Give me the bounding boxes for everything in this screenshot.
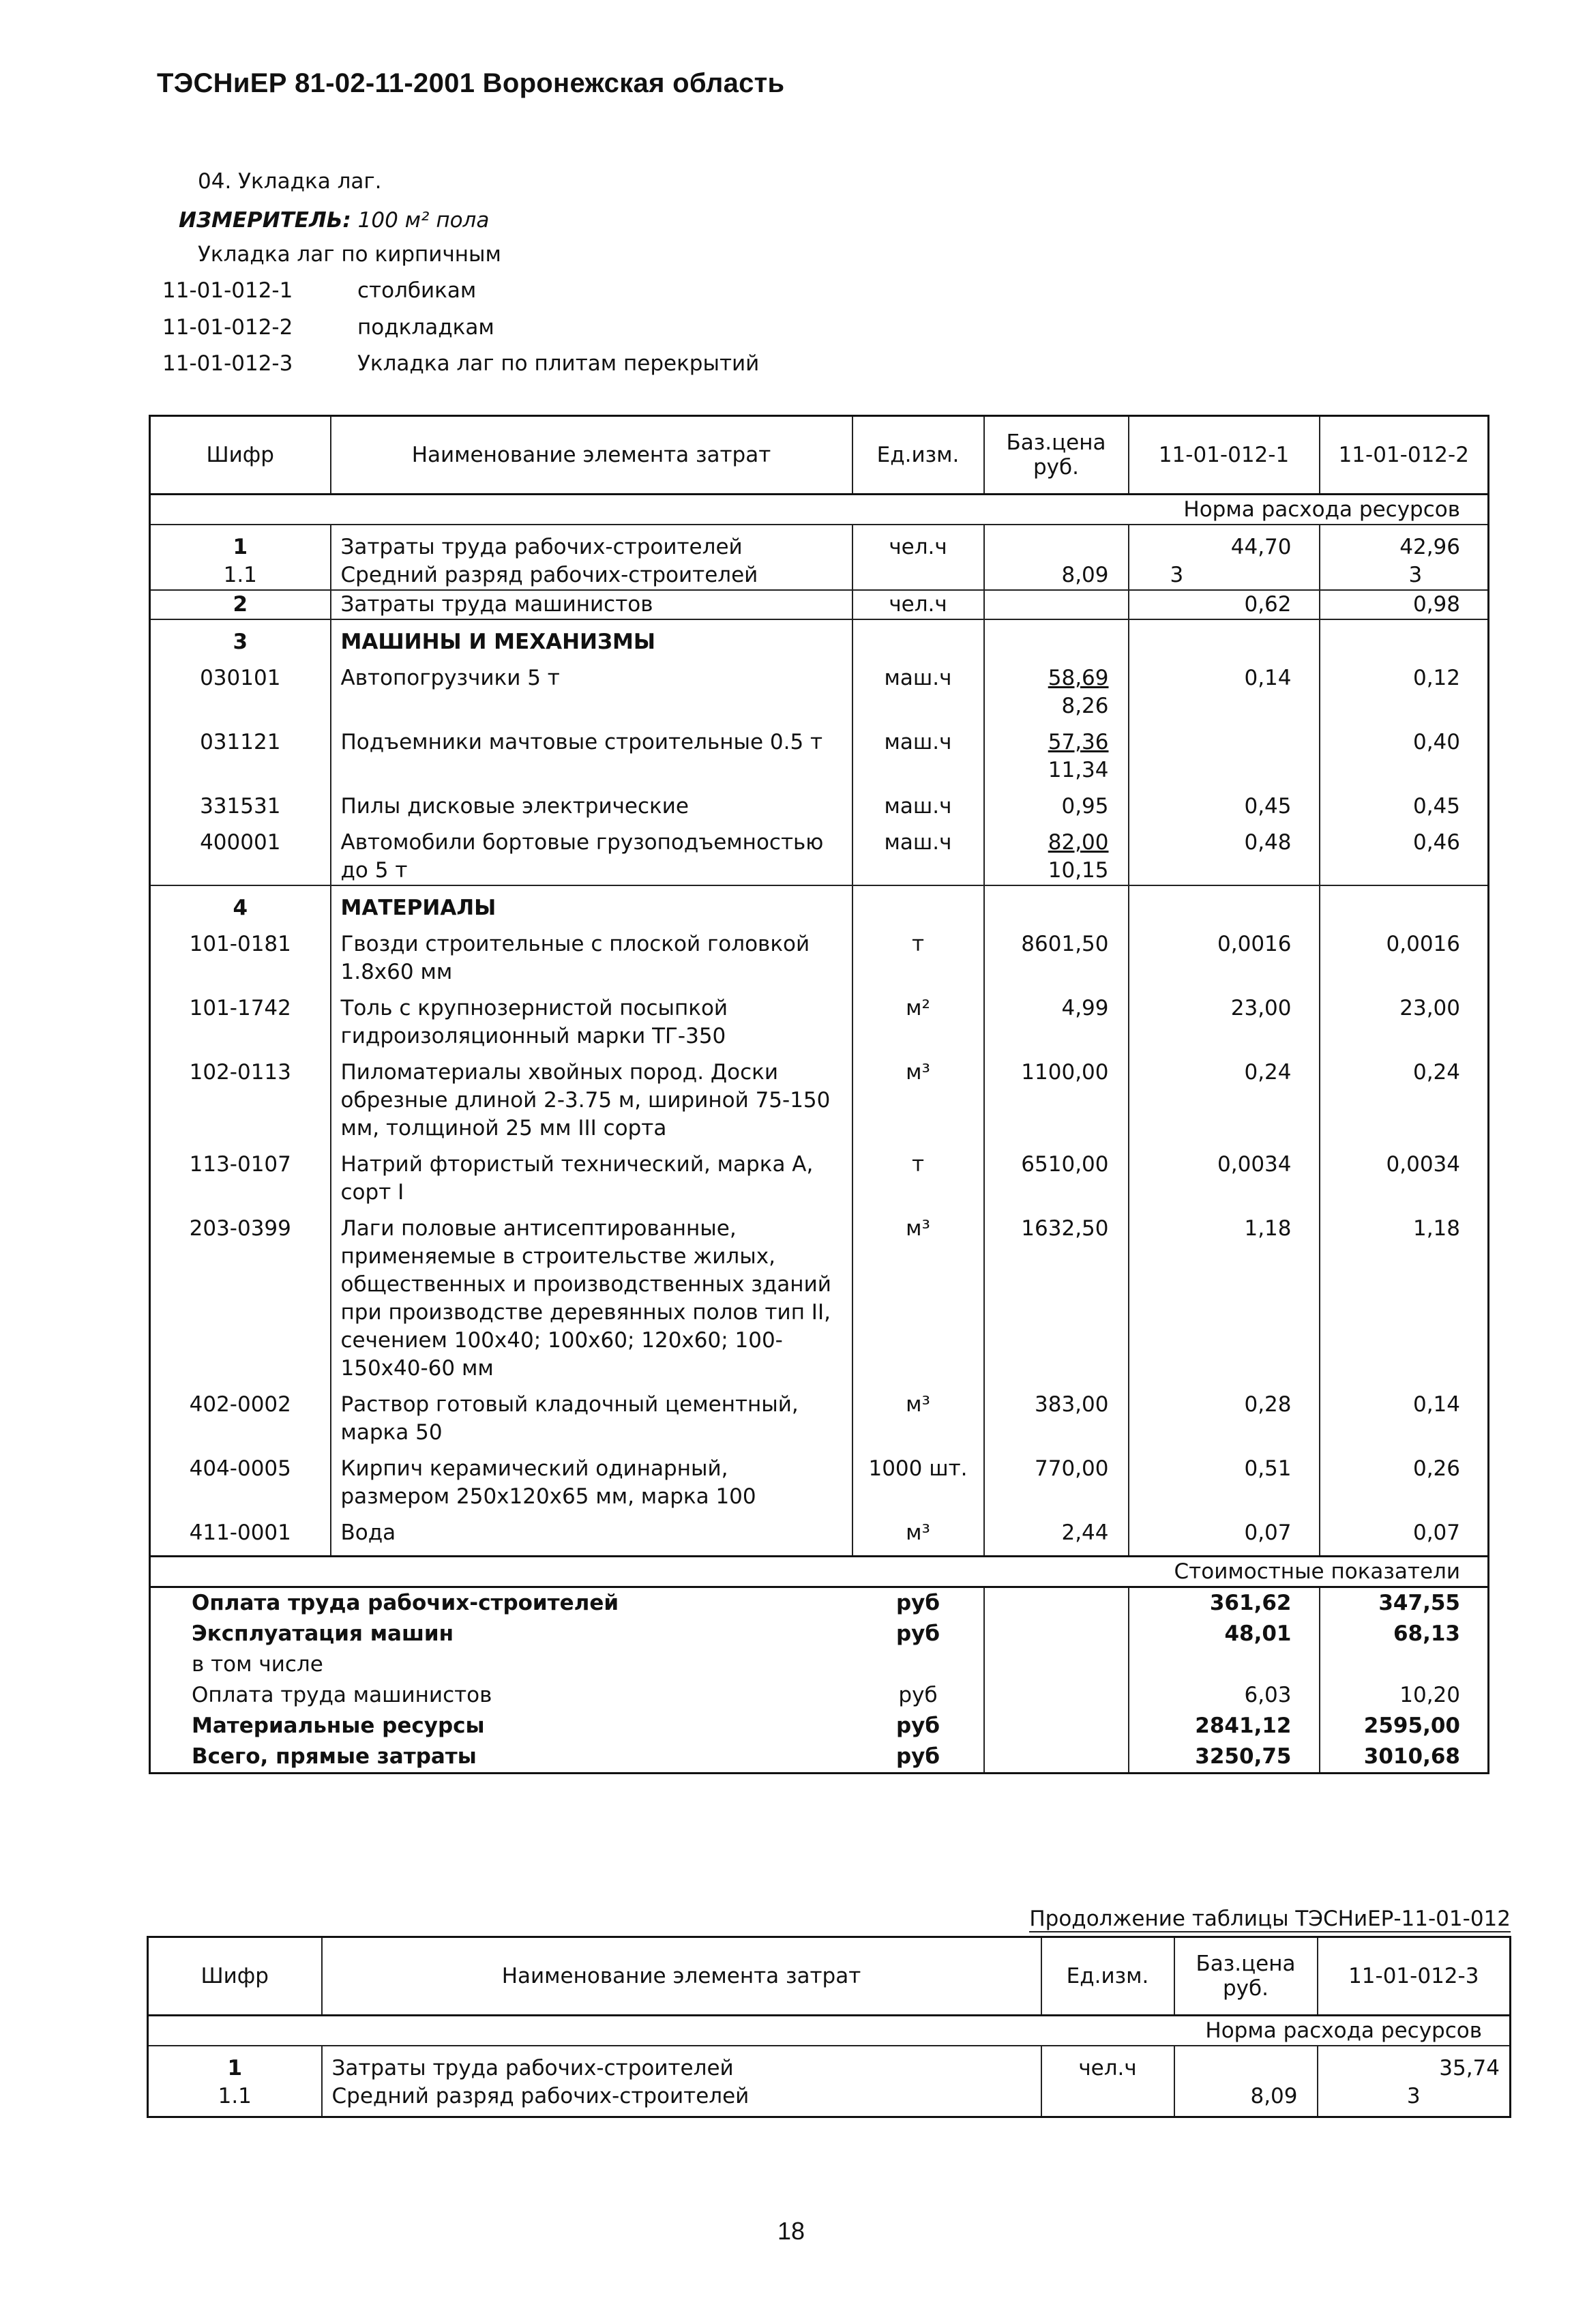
header-col1: 11-01-012-1 bbox=[1129, 416, 1320, 495]
row-value-1: 0,0016 bbox=[1129, 922, 1320, 986]
summary-row bbox=[150, 1741, 1489, 1774]
row-price: 8,09 bbox=[984, 561, 1129, 590]
row-unit: 1000 шт. bbox=[852, 1447, 984, 1511]
row-unit: т bbox=[852, 1143, 984, 1207]
summary-unit: руб bbox=[852, 1680, 984, 1711]
section-name: МАШИНЫ И МЕХАНИЗМЫ bbox=[331, 619, 852, 656]
header-col3: 11-01-012-3 bbox=[1318, 1937, 1511, 2016]
row-price: 82,00 10,15 bbox=[984, 821, 1129, 885]
row-name: Автомобили бортовые грузоподъемностью до 5 т bbox=[331, 821, 852, 885]
row-price: 8601,50 bbox=[984, 922, 1129, 986]
row-unit: м³ bbox=[852, 1383, 984, 1447]
row-unit: т bbox=[852, 922, 984, 986]
row-value-1: 0,51 bbox=[1129, 1447, 1320, 1511]
code-1-name: столбикам bbox=[357, 278, 477, 303]
measure-label: ИЗМЕРИТЕЛЬ: bbox=[179, 208, 351, 233]
row-name: Затраты труда рабочих-строителей bbox=[331, 525, 852, 561]
summary-label: Оплата труда машинистов bbox=[150, 1680, 852, 1711]
row-price: 58,69 8,26 bbox=[984, 656, 1129, 720]
row-name: Пиломатериалы хвойных пород. Доски обрезные длиной 2-3.75 м, шириной 75-150 мм, толщиной 25 мм III сорта bbox=[331, 1050, 852, 1143]
summary-row bbox=[150, 1711, 1489, 1741]
row-name: Средний разряд рабочих-строителей bbox=[322, 2083, 1041, 2117]
norm-label: Норма расхода ресурсов bbox=[148, 2016, 1511, 2046]
code-3: 11-01-012-3 bbox=[162, 351, 293, 376]
summary-value-2: 68,13 bbox=[1320, 1619, 1489, 1649]
summary-row bbox=[150, 1587, 1489, 1619]
table-row bbox=[150, 590, 1489, 619]
header-name: Наименование элемента затрат bbox=[322, 1937, 1041, 2016]
table-row bbox=[150, 821, 1489, 885]
section-title: 04. Укладка лаг. bbox=[198, 169, 382, 194]
summary-row bbox=[150, 1619, 1489, 1649]
table-row bbox=[150, 656, 1489, 720]
summary-unit: руб bbox=[852, 1741, 984, 1774]
continuation-table bbox=[147, 1936, 1511, 2118]
cost-label: Стоимостные показатели bbox=[150, 1557, 1489, 1587]
summary-label: Материальные ресурсы bbox=[150, 1711, 852, 1741]
row-value-2: 0,98 bbox=[1320, 590, 1489, 619]
row-price: 6510,00 bbox=[984, 1143, 1129, 1207]
summary-value-1: 48,01 bbox=[1129, 1619, 1320, 1649]
row-value-1: 0,07 bbox=[1129, 1511, 1320, 1557]
row-value-2: 0,12 bbox=[1320, 656, 1489, 720]
row-code: 113-0107 bbox=[150, 1143, 331, 1207]
summary-unit: руб bbox=[852, 1711, 984, 1741]
row-value-2: 1,18 bbox=[1320, 1207, 1489, 1383]
code-1: 11-01-012-1 bbox=[162, 278, 293, 303]
row-code: 331531 bbox=[150, 784, 331, 821]
row-value-2: 0,46 bbox=[1320, 821, 1489, 885]
code-2: 11-01-012-2 bbox=[162, 315, 293, 340]
row-unit: маш.ч bbox=[852, 821, 984, 885]
table-header bbox=[150, 416, 1489, 495]
table-header bbox=[148, 1937, 1511, 2016]
summary-unit bbox=[852, 1649, 984, 1680]
table-row bbox=[150, 922, 1489, 986]
summary-row bbox=[150, 1680, 1489, 1711]
header-shifr: Шифр bbox=[148, 1937, 322, 2016]
row-price: 383,00 bbox=[984, 1383, 1129, 1447]
row-name: Затраты труда машинистов bbox=[331, 590, 852, 619]
row-value-1: 0,45 bbox=[1129, 784, 1320, 821]
row-value-2: 0,26 bbox=[1320, 1447, 1489, 1511]
table-row bbox=[150, 561, 1489, 590]
section-row bbox=[150, 619, 1489, 656]
row-value-2: 0,07 bbox=[1320, 1511, 1489, 1557]
row-code: 102-0113 bbox=[150, 1050, 331, 1143]
row-value-1: 1,18 bbox=[1129, 1207, 1320, 1383]
section-code: 4 bbox=[150, 885, 331, 922]
header-name: Наименование элемента затрат bbox=[331, 416, 852, 495]
section-row bbox=[150, 885, 1489, 922]
row-code: 1 bbox=[150, 525, 331, 561]
summary-value-1: 6,03 bbox=[1129, 1680, 1320, 1711]
summary-value-2: 347,55 bbox=[1320, 1587, 1489, 1619]
row-value-1: 0,28 bbox=[1129, 1383, 1320, 1447]
row-price: 4,99 bbox=[984, 986, 1129, 1050]
summary-unit: руб bbox=[852, 1619, 984, 1649]
row-value-2: 0,0034 bbox=[1320, 1143, 1489, 1207]
section-name: МАТЕРИАЛЫ bbox=[331, 885, 852, 922]
table-row bbox=[150, 525, 1489, 561]
row-unit: чел.ч bbox=[852, 525, 984, 561]
row-value-1: 0,0034 bbox=[1129, 1143, 1320, 1207]
row-value-2: 23,00 bbox=[1320, 986, 1489, 1050]
row-price: 2,44 bbox=[984, 1511, 1129, 1557]
measure-value: 100 м² пола bbox=[357, 208, 490, 233]
row-value-1: 23,00 bbox=[1129, 986, 1320, 1050]
measure-line bbox=[179, 208, 489, 233]
row-code: 402-0002 bbox=[150, 1383, 331, 1447]
row-unit: м³ bbox=[852, 1207, 984, 1383]
header-col2: 11-01-012-2 bbox=[1320, 416, 1489, 495]
row-code: 400001 bbox=[150, 821, 331, 885]
row-name: Раствор готовый кладочный цементный, марка 50 bbox=[331, 1383, 852, 1447]
row-value-2: 0,14 bbox=[1320, 1383, 1489, 1447]
row-value-2: 0,24 bbox=[1320, 1050, 1489, 1143]
summary-unit: руб bbox=[852, 1587, 984, 1619]
row-name: Затраты труда рабочих-строителей bbox=[322, 2046, 1041, 2083]
row-unit: маш.ч bbox=[852, 784, 984, 821]
row-value-1: 0,24 bbox=[1129, 1050, 1320, 1143]
header-unit: Ед.изм. bbox=[1041, 1937, 1174, 2016]
table-row bbox=[150, 986, 1489, 1050]
table-row bbox=[150, 1050, 1489, 1143]
row-value-1: 44,70 bbox=[1129, 525, 1320, 561]
row-name: Вода bbox=[331, 1511, 852, 1557]
row-name: Средний разряд рабочих-строителей bbox=[331, 561, 852, 590]
row-value-2: 3 bbox=[1320, 561, 1489, 590]
summary-label: Эксплуатация машин bbox=[150, 1619, 852, 1649]
row-value-3: 3 bbox=[1318, 2083, 1511, 2117]
header-unit: Ед.изм. bbox=[852, 416, 984, 495]
row-name: Кирпич керамический одинарный, размером 250x120x65 мм, марка 100 bbox=[331, 1447, 852, 1511]
row-code: 101-1742 bbox=[150, 986, 331, 1050]
row-price: 1632,50 bbox=[984, 1207, 1129, 1383]
row-value-2: 0,45 bbox=[1320, 784, 1489, 821]
row-code: 203-0399 bbox=[150, 1207, 331, 1383]
summary-value-2: 2595,00 bbox=[1320, 1711, 1489, 1741]
row-value-1: 3 bbox=[1129, 561, 1320, 590]
continuation-caption: Продолжение таблицы ТЭСНиЕР-11-01-012 bbox=[1029, 1907, 1511, 1931]
row-name: Гвозди строительные с плоской головкой 1.8x60 мм bbox=[331, 922, 852, 986]
section-code: 3 bbox=[150, 619, 331, 656]
row-code: 101-0181 bbox=[150, 922, 331, 986]
row-price: 0,95 bbox=[984, 784, 1129, 821]
row-unit: маш.ч bbox=[852, 656, 984, 720]
row-value-1: 0,62 bbox=[1129, 590, 1320, 619]
norm-row bbox=[148, 2016, 1511, 2046]
row-code: 031121 bbox=[150, 720, 331, 784]
table-row bbox=[150, 1447, 1489, 1511]
row-value-1: 0,48 bbox=[1129, 821, 1320, 885]
norm-row bbox=[150, 495, 1489, 525]
table-row bbox=[148, 2083, 1511, 2117]
table-row bbox=[148, 2046, 1511, 2083]
row-value-2: 0,0016 bbox=[1320, 922, 1489, 986]
summary-label: Всего, прямые затраты bbox=[150, 1741, 852, 1774]
row-price: 1100,00 bbox=[984, 1050, 1129, 1143]
row-unit: м³ bbox=[852, 1050, 984, 1143]
row-code: 1.1 bbox=[148, 2083, 322, 2117]
row-unit: м² bbox=[852, 986, 984, 1050]
header-price: Баз.цена руб. bbox=[984, 416, 1129, 495]
page-number: 18 bbox=[777, 2217, 805, 2245]
summary-row bbox=[150, 1649, 1489, 1680]
row-price: 57,36 11,34 bbox=[984, 720, 1129, 784]
header-price: Баз.цена руб. bbox=[1174, 1937, 1318, 2016]
summary-label: в том числе bbox=[150, 1649, 852, 1680]
table-row bbox=[150, 1143, 1489, 1207]
row-value-1: 0,14 bbox=[1129, 656, 1320, 720]
row-price: 770,00 bbox=[984, 1447, 1129, 1511]
norm-label: Норма расхода ресурсов bbox=[150, 495, 1489, 525]
code-3-name: Укладка лаг по плитам перекрытий bbox=[357, 351, 760, 376]
row-name: Толь с крупнозернистой посыпкой гидроизоляционный марки ТГ-350 bbox=[331, 986, 852, 1050]
summary-value-2: 3010,68 bbox=[1320, 1741, 1489, 1774]
row-name: Автопогрузчики 5 т bbox=[331, 656, 852, 720]
cost-header-row bbox=[150, 1557, 1489, 1587]
row-name: Натрий фтористый технический, марка А, сорт I bbox=[331, 1143, 852, 1207]
row-code: 1 bbox=[148, 2046, 322, 2083]
summary-value-2: 10,20 bbox=[1320, 1680, 1489, 1711]
row-name: Подъемники мачтовые строительные 0.5 т bbox=[331, 720, 852, 784]
row-unit: чел.ч bbox=[1041, 2046, 1174, 2083]
group-title: Укладка лаг по кирпичным bbox=[198, 242, 501, 267]
code-2-name: подкладкам bbox=[357, 315, 494, 340]
summary-label: Оплата труда рабочих-строителей bbox=[150, 1587, 852, 1619]
summary-value-1: 361,62 bbox=[1129, 1587, 1320, 1619]
cost-table bbox=[149, 415, 1489, 1774]
row-name: Пилы дисковые электрические bbox=[331, 784, 852, 821]
row-code: 1.1 bbox=[150, 561, 331, 590]
table-row bbox=[150, 720, 1489, 784]
row-value-3: 35,74 bbox=[1318, 2046, 1511, 2083]
table-row bbox=[150, 1207, 1489, 1383]
summary-value-1: 3250,75 bbox=[1129, 1741, 1320, 1774]
summary-value-1: 2841,12 bbox=[1129, 1711, 1320, 1741]
row-name: Лаги половые антисептированные, применяемые в строительстве жилых, общественных и производственных зданий при производстве деревянных полов тип II, сечением 100x40; 100x60; 120x60; 100-150x40-60 мм bbox=[331, 1207, 852, 1383]
table-row bbox=[150, 1383, 1489, 1447]
row-code: 030101 bbox=[150, 656, 331, 720]
row-code: 411-0001 bbox=[150, 1511, 331, 1557]
table-row bbox=[150, 784, 1489, 821]
row-price: 8,09 bbox=[1174, 2083, 1318, 2117]
summary-value-2 bbox=[1320, 1649, 1489, 1680]
row-value-2: 0,40 bbox=[1320, 720, 1489, 784]
summary-value-1 bbox=[1129, 1649, 1320, 1680]
row-code: 2 bbox=[150, 590, 331, 619]
row-unit: маш.ч bbox=[852, 720, 984, 784]
header-shifr: Шифр bbox=[150, 416, 331, 495]
row-unit: м³ bbox=[852, 1511, 984, 1557]
table-row bbox=[150, 1511, 1489, 1557]
row-value-2: 42,96 bbox=[1320, 525, 1489, 561]
row-code: 404-0005 bbox=[150, 1447, 331, 1511]
document-title: ТЭСНиЕР 81-02-11-2001 Воронежская область bbox=[157, 68, 785, 98]
row-unit: чел.ч bbox=[852, 590, 984, 619]
